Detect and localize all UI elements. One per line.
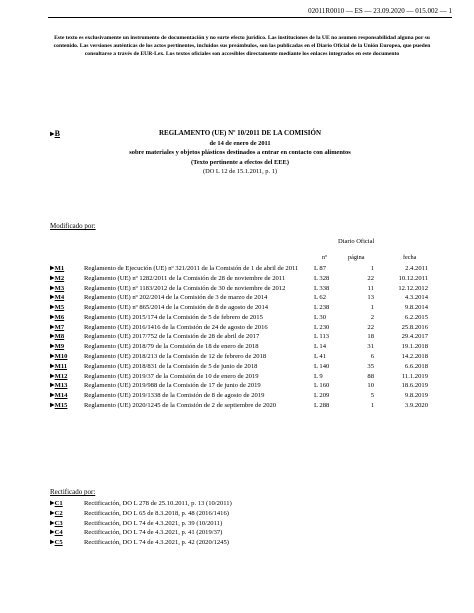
correction-marker[interactable]: ▶C5	[50, 539, 63, 547]
modification-marker[interactable]: ▶M2	[50, 274, 65, 282]
table-row: ▶M7 Reglamento (UE) 2016/1416 de la Comisión de 24 de agosto de 2016 L 230 22 25.8.2016	[50, 323, 428, 331]
list-item: ▶C2 Rectificación, DO L 65 de 8.3.2018, p. 48 (2016/1416)	[50, 509, 229, 517]
corrected-title: Rectificado por:	[50, 488, 96, 496]
triangle-right-icon: ▶	[50, 520, 55, 527]
triangle-right-icon: ▶	[50, 285, 55, 292]
table-row: ▶M9 Reglamento (UE) 2018/79 de la Comisión de 18 de enero de 2018 L 14 31 19.1.2018	[50, 343, 428, 351]
table-row: ▶M1 Reglamento de Ejecución (UE) nº 321/2011 de la Comisión de 1 de abril de 2011 L 87 1 2.4.2011	[50, 265, 428, 272]
corrections-list	[50, 500, 442, 549]
modification-marker[interactable]: ▶M11	[50, 362, 68, 370]
modification-marker[interactable]: ▶M3	[50, 284, 65, 292]
triangle-right-icon: ▶	[50, 275, 55, 282]
modification-marker[interactable]: ▶M1	[50, 265, 65, 272]
table-row: ▶M4 Reglamento (UE) nº 202/2014 de la Comisión de 3 de marzo de 2014 L 62 13 4.3.2014	[50, 294, 428, 302]
triangle-right-icon: ▶	[50, 314, 55, 321]
correction-marker[interactable]: ▶C3	[50, 519, 63, 527]
correction-marker[interactable]: ▶C2	[50, 509, 63, 517]
triangle-right-icon: ▶	[50, 265, 55, 272]
page-header	[48, 6, 452, 18]
document-date: de 14 de enero de 2011	[209, 139, 271, 147]
triangle-right-icon: ▶	[50, 304, 55, 311]
triangle-right-icon: ▶	[50, 382, 55, 389]
table-row: ▶M10 Reglamento (UE) 2018/213 de la Comisión de 12 de febrero de 2018 L 41 6 14.2.2018	[50, 353, 428, 361]
marker-b-label: B	[54, 129, 60, 138]
table-row: ▶M13 Reglamento (UE) 2019/988 de la Comisión de 17 de junio de 2019 L 160 10 18.6.2019	[50, 382, 428, 390]
col-header-no: nº	[322, 254, 328, 261]
modification-marker[interactable]: ▶M6	[50, 313, 65, 321]
table-row: ▶M12 Reglamento (UE) 2019/37 de la Comisión de 10 de enero de 2019 L 9 88 11.1.2019	[50, 372, 428, 380]
triangle-right-icon: ▶	[50, 510, 55, 517]
triangle-right-icon: ▶	[50, 500, 55, 507]
col-header-date: fecha	[403, 254, 417, 261]
modification-marker[interactable]: ▶M12	[50, 372, 68, 380]
document-subject: sobre materiales y objetos plásticos destinados a entrar en contacto con alimentos	[129, 149, 351, 156]
list-item: ▶C5 Rectificación, DO L 74 de 4.3.2021, p. 42 (2020/1245)	[50, 539, 229, 547]
table-row: ▶M14 Reglamento (UE) 2019/1338 de la Comisión de 8 de agosto de 2019 L 209 5 9.8.2019	[50, 392, 428, 400]
triangle-right-icon: ▶	[50, 294, 55, 301]
triangle-right-icon: ▶	[50, 539, 55, 546]
modifications-table	[50, 265, 442, 412]
triangle-right-icon: ▶	[50, 333, 55, 340]
modification-marker[interactable]: ▶M13	[50, 382, 68, 390]
correction-marker[interactable]: ▶C1	[50, 500, 63, 507]
modification-marker[interactable]: ▶M7	[50, 323, 65, 331]
list-item: ▶C1 Rectificación, DO L 278 de 25.10.2011, p. 13 (10/2011)	[50, 500, 232, 507]
table-row: ▶M6 Reglamento (UE) 2015/174 de la Comisión de 5 de febrero de 2015 L 30 2 6.2.2015	[50, 313, 428, 321]
triangle-right-icon: ▶	[50, 402, 55, 409]
document-title: REGLAMENTO (UE) Nº 10/2011 DE LA COMISIÓN	[158, 129, 322, 137]
triangle-right-icon: ▶	[50, 373, 55, 380]
page-id: 02011R0010 — ES — 23.09.2020 — 015.002 — 1	[308, 7, 452, 15]
modification-marker[interactable]: ▶M9	[50, 343, 65, 351]
table-row: ▶M8 Reglamento (UE) 2017/752 de la Comisión de 28 de abril de 2017 L 113 18 29.4.2017	[50, 333, 428, 341]
modification-marker[interactable]: ▶M14	[50, 392, 68, 400]
table-row: ▶M3 Reglamento (UE) nº 1183/2012 de la Comisión de 30 de noviembre de 2012 L 338 11 12.12.2012	[50, 284, 428, 292]
list-item: ▶C4 Rectificación, DO L 74 de 4.3.2021, p. 41 (2019/37)	[50, 529, 223, 537]
document-heading	[50, 129, 430, 177]
triangle-right-icon: ▶	[50, 529, 55, 536]
modification-marker[interactable]: ▶M4	[50, 294, 65, 302]
list-item: ▶C3 Rectificación, DO L 74 de 4.3.2021, p. 39 (10/2011)	[50, 519, 223, 527]
triangle-right-icon: ▶	[50, 363, 55, 370]
disclaimer: Este texto es exclusivamente un instrumento de documentación y no surte efecto jurídico. Las instituciones de la UE no asumen responsabilidad alguna por su contenido. Las versiones auténticas de los actos pertinentes, incluidos sus preámbulos, son las publicadas en el Diario Oficial de la Unión Europea, que pueden consultarse a través de EUR-Lex. Los textos oficiales son accesibles directamente mediante los enlaces integrados en este documento	[53, 35, 431, 57]
table-row: ▶M15 Reglamento (UE) 2020/1245 de la Comisión de 2 de septiembre de 2020 L 288 1 3.9.2020	[50, 401, 428, 409]
triangle-right-icon: ▶	[50, 392, 55, 399]
triangle-right-icon: ▶	[50, 343, 55, 350]
table-row: ▶M2 Reglamento (UE) nº 1282/2011 de la Comisión de 28 de noviembre de 2011 L 328 22 10.12.2011	[50, 274, 428, 282]
col-header-page: página	[348, 254, 365, 261]
triangle-right-icon: ▶	[50, 131, 55, 138]
modification-marker[interactable]: ▶M15	[50, 401, 68, 409]
modification-marker[interactable]: ▶M5	[50, 304, 65, 312]
modified-title: Modificado por:	[50, 222, 96, 230]
journal-header: Diario Oficial	[338, 238, 375, 245]
table-row: ▶M11 Reglamento (UE) 2018/831 de la Comisión de 5 de junio de 2018 L 140 35 6.6.2018	[50, 362, 428, 370]
correction-marker[interactable]: ▶C4	[50, 529, 63, 537]
triangle-right-icon: ▶	[50, 324, 55, 331]
document-reference: (DO L 12 de 15.1.2011, p. 1)	[202, 168, 278, 175]
table-row: ▶M5 Reglamento (UE) nº 865/2014 de la Comisión de 8 de agosto de 2014 L 238 1 9.8.2014	[50, 304, 428, 312]
triangle-right-icon: ▶	[50, 353, 55, 360]
modification-marker[interactable]: ▶M8	[50, 333, 65, 341]
document-eee: (Texto pertinente a efectos del EEE)	[191, 158, 289, 166]
modification-marker[interactable]: ▶M10	[50, 353, 68, 361]
